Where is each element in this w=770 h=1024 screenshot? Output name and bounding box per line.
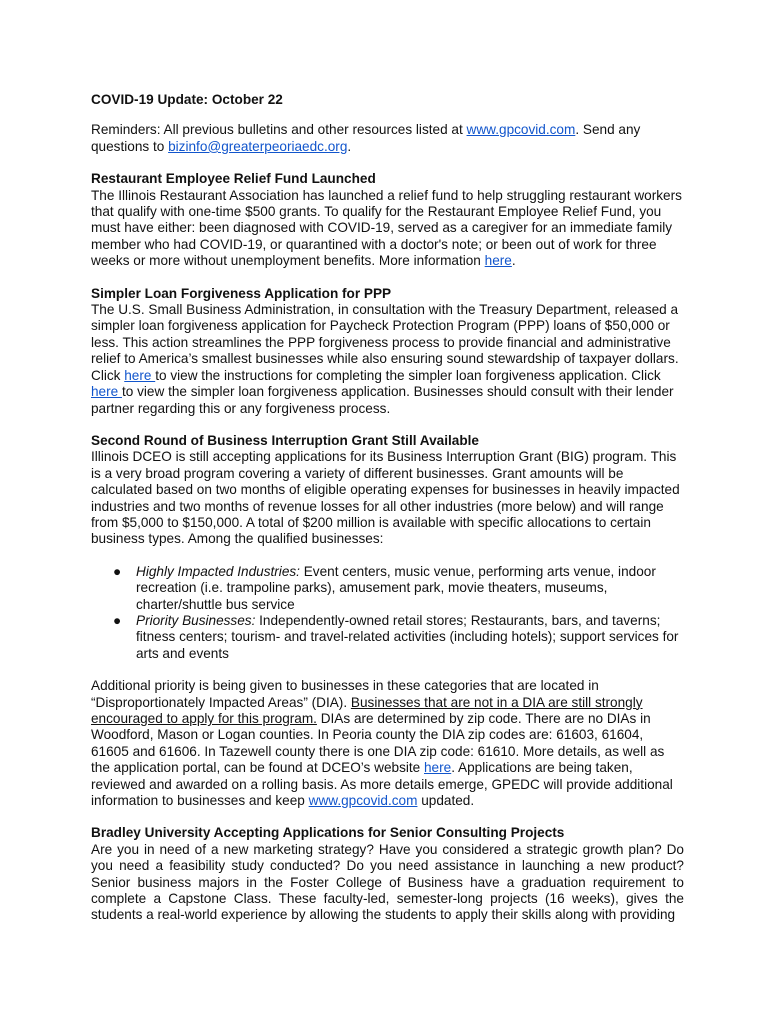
dia-paragraph [91, 678, 684, 809]
list-item-label: Highly Impacted Industries: [136, 563, 300, 579]
restaurant-here-link[interactable]: here [484, 253, 512, 269]
big-heading: Second Round of Business Interruption Grant Still Available [91, 432, 479, 448]
dia-text-1: Additional priority is being given to businesses in these categories that are located in “Disproportionately Impacted Areas” (DIA). [91, 678, 599, 710]
list-item-label: Priority Businesses: [136, 612, 256, 628]
ppp-text-3: to view the simpler loan forgiveness application. Businesses should consult with their lender partner regarding this or any forgiveness process. [91, 384, 674, 416]
restaurant-body [91, 188, 684, 270]
ppp-text-2: to view the instructions for completing the simpler loan forgiveness application. Click [155, 367, 661, 383]
reminders-text-3: . [347, 138, 352, 154]
ppp-heading: Simpler Loan Forgiveness Application for PPP [91, 285, 392, 301]
bullet-icon: ● [113, 612, 122, 628]
list-item-text: Independently-owned retail stores; Restaurants, bars, and taverns; fitness centers; tourism- and travel-related activities (including hotels); support services for arts and events [136, 612, 679, 661]
gpcovid-link-2[interactable]: www.gpcovid.com [308, 793, 418, 809]
ppp-instructions-link[interactable]: here [124, 367, 156, 383]
reminders-text: Reminders: All previous bulletins and other resources listed at [91, 122, 467, 138]
ppp-application-link[interactable]: here [91, 384, 122, 400]
page-title: COVID-19 Update: October 22 [91, 92, 283, 107]
dia-underlined-text: Businesses that are not in a DIA are still strongly encouraged to apply for this program. [91, 694, 643, 726]
ppp-text-1: The U.S. Small Business Administration, in consultation with the Treasury Department, released a simpler loan forgiveness application for Paycheck Protection Program (PPP) loans of $50,000 or less. This action streamlines the PPP forgiveness process to provide financial and administrative relief to America’s smallest businesses while also ensuring sound stewardship of taxpayer dollars. Click [91, 302, 679, 383]
ppp-body [91, 302, 684, 417]
bradley-section [91, 825, 684, 923]
big-body: Illinois DCEO is still accepting applications for its Business Interruption Grant (BIG) program. This is a very broad program covering a variety of different businesses. Grant amounts will be calculated based on two months of eligible operating expenses for businesses in heavily impacted industries and two months of revenue losses for all other industries (more below) and will range from $5,000 to $150,000. A total of $200 million is available with specific allocations to certain business types. Among the qualified businesses: [91, 449, 680, 547]
restaurant-text: The Illinois Restaurant Association has launched a relief fund to help struggling restaurant workers that qualify with one-time $500 grants. To qualify for the Restaurant Employee Relief Fund, you must have either: been diagnosed with COVID-19, served as a caregiver for an immediate family member who had COVID-19, or quarantined with a doctor's note; or been out of work for three weeks or more without unemployment benefits. More information [91, 187, 682, 269]
ppp-section [91, 286, 684, 417]
restaurant-heading: Restaurant Employee Relief Fund Launched [91, 171, 376, 187]
list-item [91, 613, 684, 662]
dceo-here-link[interactable]: here [424, 760, 452, 776]
qualified-businesses-list [91, 564, 684, 662]
reminders-text-2: . Send any questions to [91, 122, 641, 154]
bradley-heading: Bradley University Accepting Applications for Senior Consulting Projects [91, 825, 565, 841]
dia-text-4: updated. [417, 793, 475, 809]
restaurant-end: . [511, 253, 516, 269]
restaurant-section [91, 171, 684, 269]
bradley-body: Are you in need of a new marketing strategy? Have you considered a strategic growth plan? Do you need a feasibility study conducted? Do you need assistance in launching a new product? Senior business majors in the Foster College of Business have a graduation requirement to complete a Capstone Class. These faculty-led, semester-long projects (16 weeks), gives the students a real-world experience by allowing the students to apply their skills along with providing [91, 841, 684, 923]
list-item [91, 564, 684, 613]
bullet-icon: ● [113, 563, 122, 579]
reminders-paragraph [91, 122, 684, 155]
big-section [91, 433, 684, 810]
dia-text-3: . Applications are being taken, reviewed and awarded on a rolling basis. As more details emerge, GPEDC will provide additional information to businesses and keep [91, 760, 673, 809]
list-item-text: Event centers, music venue, performing arts venue, indoor recreation (i.e. trampoline parks), amusement park, movie theaters, museums, charter/shuttle bus service [136, 563, 656, 612]
email-link[interactable]: bizinfo@greaterpeoriaedc.org [168, 138, 348, 154]
gpcovid-link[interactable]: www.gpcovid.com [466, 122, 576, 138]
dia-text-2: DIAs are determined by zip code. There are no DIAs in Woodford, Mason or Logan counties. In Peoria county the DIA zip codes are: 61603, 61604, 61605 and 61606. In Tazewell county there is one DIA zip code: 61610. More details, as well as the application portal, can be found at DCEO’s website [91, 711, 665, 776]
